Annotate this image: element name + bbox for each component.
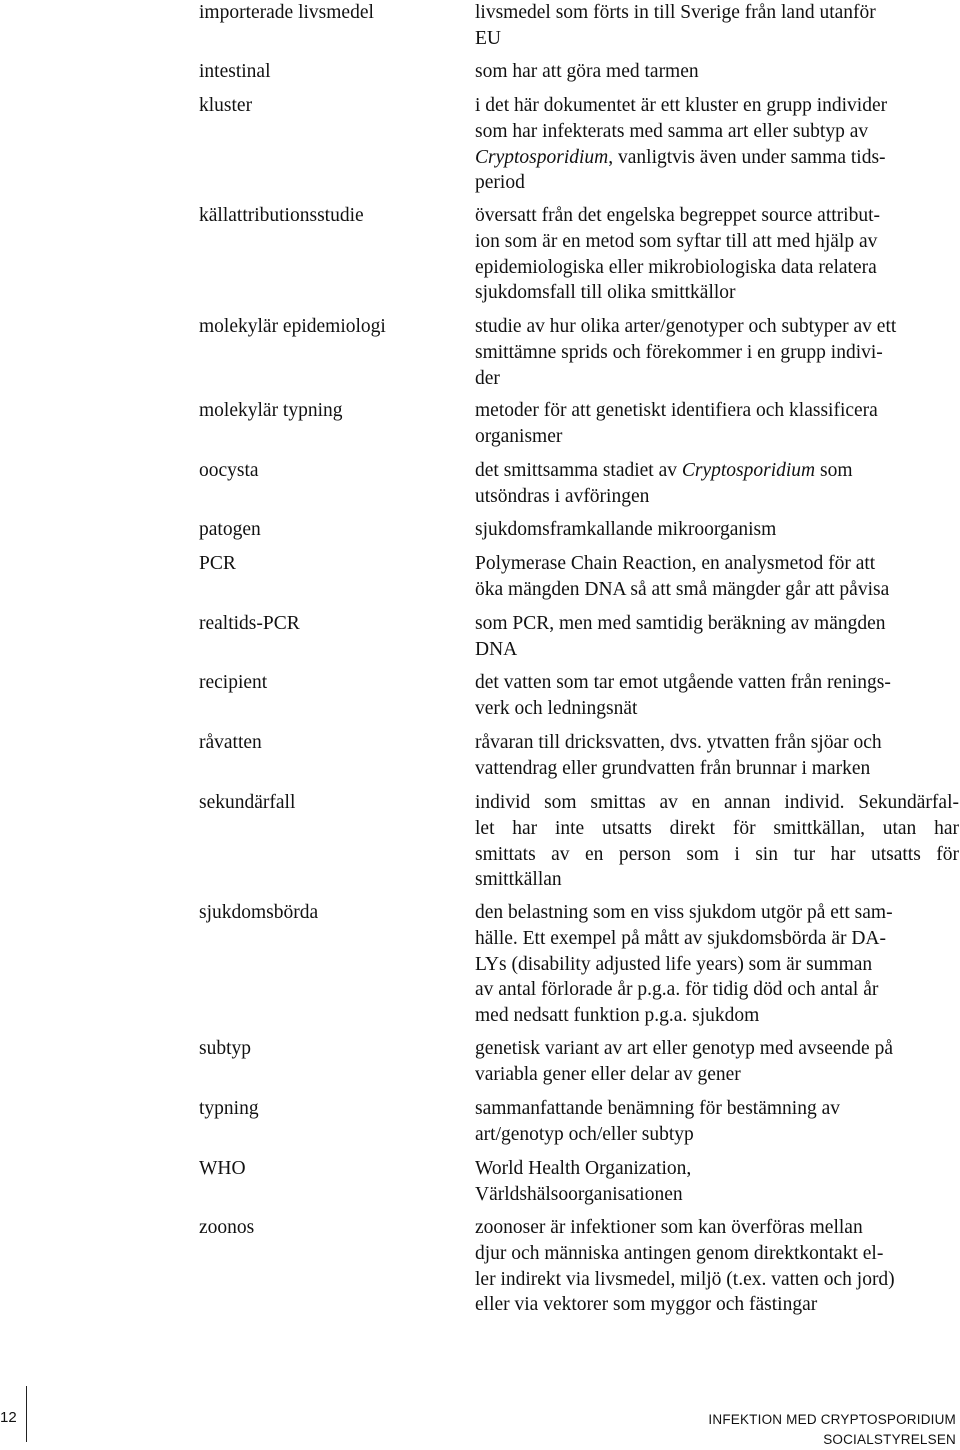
definition-line: smittämne sprids och förekommer i en grupp indivi- [475, 341, 883, 363]
glossary-term: sekundärfall [199, 792, 296, 813]
glossary-definition [475, 314, 959, 391]
glossary-definition [475, 398, 959, 450]
definition-line: livsmedel som förts in till Sverige från land utanför [475, 2, 876, 23]
glossary-definition [475, 517, 959, 543]
definition-line: organismer [475, 425, 563, 447]
glossary-term: råvatten [199, 732, 262, 753]
definition-line: art/genotyp och/eller subtyp [475, 1123, 694, 1145]
glossary-definition [475, 1156, 959, 1208]
glossary-term: subtyp [199, 1038, 252, 1059]
definition-line: metoder för att genetiskt identifiera och klassificera [475, 400, 878, 421]
glossary-definition [475, 900, 959, 1029]
definition-line: epidemiologiska eller mikrobiologiska data relatera [475, 256, 877, 278]
footer-divider [26, 1386, 27, 1442]
definition-line: översatt från det engelska begreppet source attribut- [475, 205, 880, 226]
footer-title-line-2: SOCIALSTYRELSEN [823, 1432, 956, 1447]
footer-title-line-1: INFEKTION MED CRYPTOSPORIDIUM [708, 1412, 956, 1427]
glossary-term: patogen [199, 519, 261, 540]
glossary-definition [475, 59, 959, 85]
definition-line: der [475, 367, 500, 389]
species-name: Cryptosporidium [475, 146, 609, 168]
definition-line: sammanfattande benämning för bestämning av [475, 1098, 840, 1119]
definition-line: studie av hur olika arter/genotyper och subtyper av ett [475, 316, 897, 337]
definition-line: individ som smittas av en annan individ. Sekundärfal- [475, 792, 959, 813]
definition-text: det smittsamma stadiet av [475, 460, 682, 481]
definition-line: hälle. Ett exempel på mått av sjukdomsbörda är DA- [475, 927, 887, 949]
page-number: 12 [0, 1409, 17, 1426]
definition-line: som PCR, men med samtidig beräkning av mängden [475, 613, 886, 634]
glossary-definition [475, 1096, 959, 1148]
glossary-term: källattributionsstudie [199, 205, 364, 226]
definition-line: eller via vektorer som myggor och fästingar [475, 1294, 818, 1316]
glossary-definition [475, 551, 959, 603]
glossary-term: sjukdomsbörda [199, 902, 319, 923]
definition-line: djur och människa antingen genom direktkontakt el- [475, 1242, 884, 1264]
definition-line: EU [475, 27, 501, 49]
definition-line: som har att göra med tarmen [475, 61, 699, 82]
definition-line: sjukdomsframkallande mikroorganism [475, 519, 777, 540]
definition-line: smittats av en person som i sin tur har utsatts för [475, 843, 959, 865]
definition-line: variabla gener eller delar av gener [475, 1063, 741, 1085]
glossary-term: PCR [199, 553, 236, 574]
glossary-definition [475, 790, 959, 893]
glossary-term: molekylär typning [199, 400, 343, 421]
definition-line: let har inte utsatts direkt för smittkällan, utan har [475, 817, 959, 839]
species-name: Cryptosporidium [681, 460, 816, 481]
definition-line: i det här dokumentet är ett kluster en grupp individer [475, 95, 888, 116]
glossary-term: realtids-PCR [199, 613, 300, 634]
definition-line: av antal förlorade år p.g.a. för tidig död och antal år [475, 979, 879, 1001]
glossary-term: kluster [199, 95, 253, 116]
glossary-term: zoonos [199, 1217, 255, 1238]
definition-line: öka mängden DNA så att små mängder går att påvisa [475, 578, 890, 600]
definition-line: Världshälsoorganisationen [475, 1183, 683, 1205]
glossary-term: importerade livsmedel [199, 2, 374, 23]
glossary-definition [475, 203, 959, 306]
glossary-definition [475, 1215, 959, 1318]
definition-line: smittkällan [475, 869, 562, 891]
glossary-term: typning [199, 1098, 259, 1119]
definition-text: , vanligtvis även under samma tids- [608, 146, 886, 168]
definition-line: med nedsatt funktion p.g.a. sjukdom [475, 1005, 760, 1027]
footer-title [708, 1410, 956, 1450]
definition-line: DNA [475, 638, 518, 660]
definition-line: verk och ledningsnät [475, 697, 638, 719]
definition-line: utsöndras i avföringen [475, 485, 650, 507]
definition-line: period [475, 172, 525, 194]
definition-line: sjukdomsfall till olika smittkällor [475, 282, 736, 304]
definition-line [475, 458, 959, 484]
glossary-term: molekylär epidemiologi [199, 316, 386, 337]
definition-line [475, 145, 959, 171]
glossary-term: recipient [199, 672, 268, 693]
definition-line: World Health Organization, [475, 1158, 692, 1179]
glossary-term: WHO [199, 1158, 246, 1179]
definition-line: den belastning som en viss sjukdom utgör på ett sam- [475, 902, 893, 923]
definition-line: som har infekterats med samma art eller subtyp av [475, 120, 869, 142]
glossary-definition [475, 93, 959, 196]
definition-text: som [815, 460, 853, 481]
glossary-definition [475, 0, 959, 52]
glossary-term: oocysta [199, 460, 259, 481]
glossary-term: intestinal [199, 61, 271, 82]
definition-line: LYs (disability adjusted life years) som är summan [475, 953, 873, 975]
glossary-definition [475, 730, 959, 782]
definition-line: genetisk variant av art eller genotyp med avseende på [475, 1038, 893, 1059]
glossary-definition [475, 611, 959, 663]
definition-line: vattendrag eller grundvatten från brunnar i marken [475, 757, 871, 779]
definition-line: det vatten som tar emot utgående vatten från renings- [475, 672, 891, 693]
definition-line: Polymerase Chain Reaction, en analysmetod för att [475, 553, 876, 574]
definition-line: ler indirekt via livsmedel, miljö (t.ex. vatten och jord) [475, 1268, 895, 1290]
glossary-definition [475, 1036, 959, 1088]
glossary-definition [475, 458, 959, 510]
glossary-definition [475, 670, 959, 722]
definition-line: ion som är en metod som syftar till att med hjälp av [475, 230, 878, 252]
definition-line: zoonoser är infektioner som kan överföras mellan [475, 1217, 863, 1238]
definition-line: råvaran till dricksvatten, dvs. ytvatten från sjöar och [475, 732, 882, 753]
